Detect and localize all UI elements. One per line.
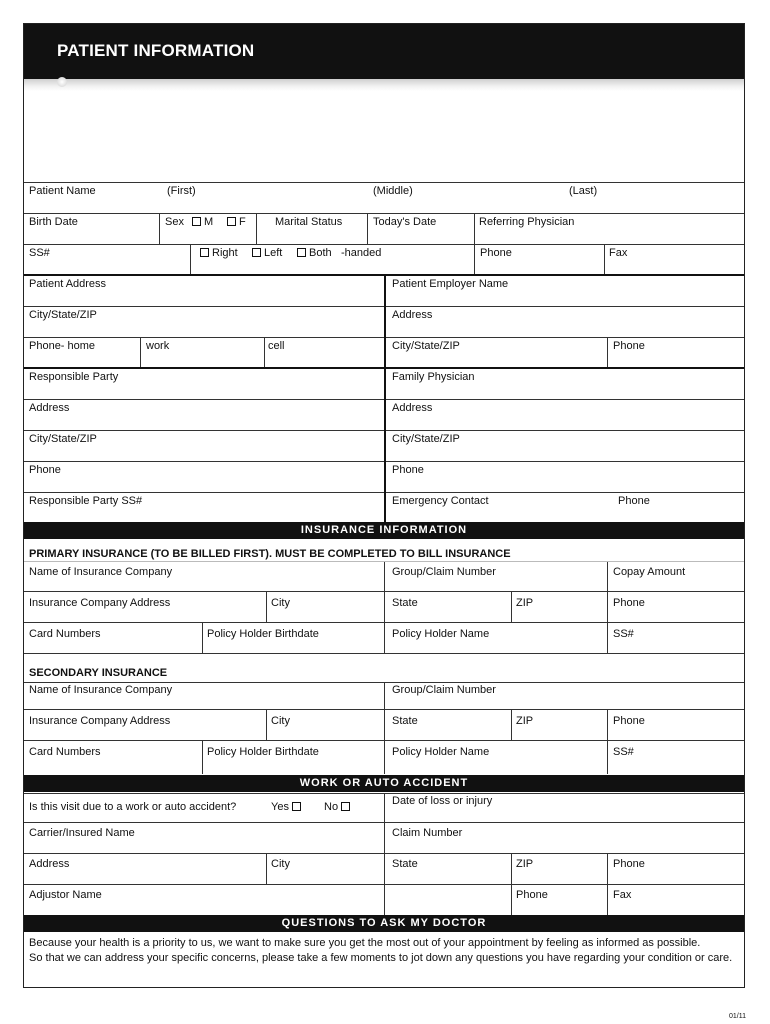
rule — [24, 182, 744, 183]
rule-v — [159, 213, 160, 244]
form-title: PATIENT INFORMATION — [57, 41, 255, 60]
middle-name-label: (Middle) — [373, 185, 413, 197]
questions-intro-line-1: Because your health is a priority to us, we want to make sure you get the most out of your appointment by feeling as informed as possible. — [29, 937, 701, 949]
primary-copay-label: Copay Amount — [613, 566, 686, 578]
right-label: Right — [212, 247, 238, 259]
rule-v — [266, 709, 267, 740]
sex-m-label: M — [204, 216, 214, 228]
claim-number-label: Claim Number — [392, 827, 463, 839]
first-name-label: (First) — [167, 185, 196, 197]
rule-v — [264, 337, 265, 367]
header-swoosh — [24, 79, 744, 91]
rule-v-thick — [384, 274, 386, 522]
rule — [24, 244, 744, 245]
physician-address-label: Address — [392, 402, 433, 414]
rule-v — [511, 853, 512, 915]
secondary-card-label: Card Numbers — [29, 746, 101, 758]
primary-holder-birthdate-label: Policy Holder Birthdate — [207, 628, 319, 640]
rule-v — [266, 591, 267, 622]
accident-phone-label: Phone — [613, 858, 645, 870]
rule-v — [474, 213, 475, 274]
rule — [24, 653, 744, 654]
checkbox-icon[interactable] — [200, 248, 209, 257]
secondary-ss-label: SS# — [613, 746, 634, 758]
accident-question-label: Is this visit due to a work or auto accident? — [29, 801, 237, 813]
rule-v — [367, 213, 368, 244]
checkbox-icon[interactable] — [252, 248, 261, 257]
rule-v — [511, 709, 512, 740]
employer-name-label: Patient Employer Name — [392, 278, 509, 290]
rule-v — [384, 793, 385, 915]
accident-city-label: City — [271, 858, 290, 870]
secondary-state-label: State — [392, 715, 418, 727]
primary-group-label: Group/Claim Number — [392, 566, 496, 578]
phone-cell-label: cell — [268, 340, 285, 352]
sex-label: Sex — [165, 216, 184, 228]
phone-label: Phone — [480, 247, 512, 259]
referring-physician-label: Referring Physician — [479, 216, 575, 228]
last-name-label: (Last) — [569, 185, 598, 197]
yes-label: Yes — [271, 801, 289, 813]
primary-insurance-heading: PRIMARY INSURANCE (TO BE BILLED FIRST). MUST BE COMPLETED TO BILL INSURANCE — [29, 548, 511, 560]
rule-v — [607, 561, 608, 653]
rule-v — [384, 561, 385, 653]
accident-state-label: State — [392, 858, 418, 870]
responsible-city-label: City/State/ZIP — [29, 433, 97, 445]
fax-label: Fax — [609, 247, 628, 259]
rule-v — [607, 337, 608, 367]
ss-label: SS# — [29, 247, 50, 259]
questions-section-bar: QUESTIONS TO ASK MY DOCTOR — [24, 915, 744, 932]
primary-company-address-label: Insurance Company Address — [29, 597, 171, 609]
phone-work-label: work — [146, 340, 170, 352]
accident-zip-label: ZIP — [516, 858, 534, 870]
responsible-phone-label: Phone — [29, 464, 61, 476]
responsible-party-label: Responsible Party — [29, 371, 119, 383]
rule — [24, 561, 744, 562]
right-handed-option[interactable] — [200, 247, 238, 260]
sex-m-option[interactable] — [192, 216, 213, 229]
rule-v — [256, 213, 257, 244]
rule-v — [202, 622, 203, 653]
rule-v — [384, 682, 385, 774]
secondary-phone-label: Phone — [613, 715, 645, 727]
primary-ss-label: SS# — [613, 628, 634, 640]
secondary-holder-name-label: Policy Holder Name — [392, 746, 490, 758]
secondary-holder-birthdate-label: Policy Holder Birthdate — [207, 746, 319, 758]
checkbox-icon[interactable] — [227, 217, 236, 226]
left-label: Left — [264, 247, 283, 259]
primary-company-label: Name of Insurance Company — [29, 566, 173, 578]
patient-information-form — [23, 23, 745, 988]
accident-yes-option[interactable] — [271, 801, 304, 814]
secondary-company-label: Name of Insurance Company — [29, 684, 173, 696]
revision-code: 01/11 — [729, 1013, 746, 1020]
checkbox-icon[interactable] — [341, 802, 350, 811]
responsible-ss-label: Responsible Party SS# — [29, 495, 143, 507]
rule-v — [511, 591, 512, 622]
both-handed-option[interactable] — [297, 247, 332, 260]
rule — [24, 213, 744, 214]
secondary-city-label: City — [271, 715, 290, 727]
carrier-label: Carrier/Insured Name — [29, 827, 135, 839]
checkbox-icon[interactable] — [297, 248, 306, 257]
city-state-zip-label: City/State/ZIP — [29, 309, 97, 321]
checkbox-icon[interactable] — [292, 802, 301, 811]
sex-f-option[interactable] — [227, 216, 246, 229]
rule-v — [266, 853, 267, 884]
primary-holder-name-label: Policy Holder Name — [392, 628, 490, 640]
rule-v — [202, 740, 203, 774]
date-of-loss-label: Date of loss or injury — [392, 795, 493, 807]
swoosh-highlight — [57, 77, 67, 87]
rule-v — [604, 244, 605, 274]
checkbox-icon[interactable] — [192, 217, 201, 226]
physician-city-label: City/State/ZIP — [392, 433, 460, 445]
patient-address-label: Patient Address — [29, 278, 107, 290]
responsible-address-label: Address — [29, 402, 70, 414]
sex-f-label: F — [239, 216, 246, 228]
marital-status-label: Marital Status — [275, 216, 343, 228]
secondary-insurance-heading: SECONDARY INSURANCE — [29, 667, 168, 679]
both-label: Both — [309, 247, 332, 259]
form-header — [24, 24, 744, 80]
family-physician-label: Family Physician — [392, 371, 475, 383]
primary-card-label: Card Numbers — [29, 628, 101, 640]
employer-phone-label: Phone — [613, 340, 645, 352]
rule-v — [190, 244, 191, 274]
birth-date-label: Birth Date — [29, 216, 78, 228]
accident-address-label: Address — [29, 858, 70, 870]
adjustor-name-label: Adjustor Name — [29, 889, 102, 901]
insurance-section-bar: INSURANCE INFORMATION — [24, 522, 744, 539]
secondary-company-address-label: Insurance Company Address — [29, 715, 171, 727]
todays-date-label: Today's Date — [373, 216, 437, 228]
accident-no-option[interactable] — [324, 801, 353, 814]
handed-label: -handed — [341, 247, 382, 259]
no-label: No — [324, 801, 339, 813]
employer-address-label: Address — [392, 309, 433, 321]
accident-section-bar: WORK OR AUTO ACCIDENT — [24, 775, 744, 792]
adjustor-fax-label: Fax — [613, 889, 632, 901]
patient-name-label: Patient Name — [29, 185, 96, 197]
left-handed-option[interactable] — [252, 247, 282, 260]
primary-phone-label: Phone — [613, 597, 645, 609]
emergency-contact-label: Emergency Contact — [392, 495, 489, 507]
employer-city-label: City/State/ZIP — [392, 340, 460, 352]
adjustor-phone-label: Phone — [516, 889, 548, 901]
primary-state-label: State — [392, 597, 418, 609]
emergency-phone-label: Phone — [618, 495, 650, 507]
physician-phone-label: Phone — [392, 464, 424, 476]
secondary-zip-label: ZIP — [516, 715, 534, 727]
rule-v — [607, 709, 608, 774]
questions-intro-line-2: So that we can address your specific concerns, please take a few moments to jot down any questions you have regarding your condition or care. — [29, 952, 733, 964]
phone-home-label: Phone- home — [29, 340, 96, 352]
primary-city-label: City — [271, 597, 290, 609]
secondary-group-label: Group/Claim Number — [392, 684, 496, 696]
rule-v — [607, 853, 608, 915]
primary-zip-label: ZIP — [516, 597, 534, 609]
rule-v — [140, 337, 141, 367]
